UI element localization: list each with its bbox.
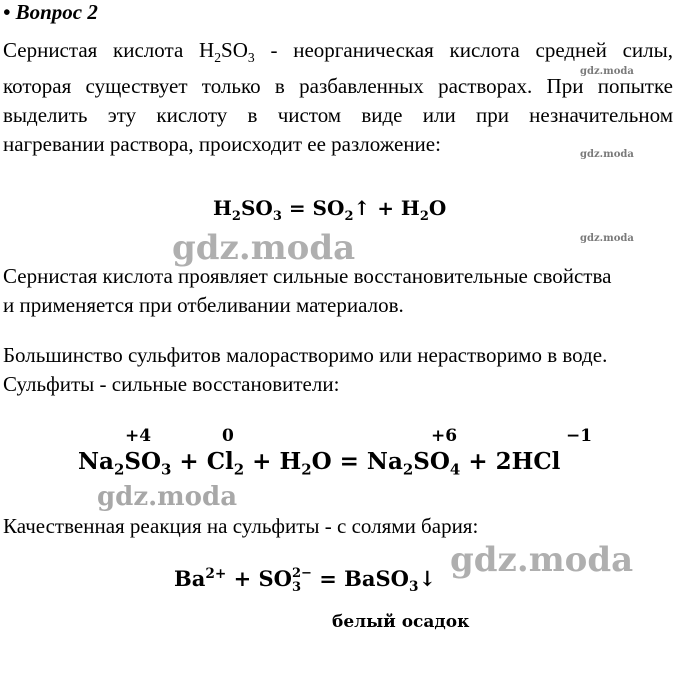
watermark-small: gdz.moda (580, 149, 634, 160)
watermark-large: gdz.moda (450, 540, 634, 580)
barium-sulfite-equation: $Ba^{2+}$ + SO 2− 3 = BaSO$_3$↓ (174, 566, 437, 596)
paragraph-sulfurous-acid-intro (3, 36, 673, 159)
oxidation-state-cl-zero: 0 (222, 426, 234, 446)
paragraph-line: Качественная реакция на сульфиты - с солями бария: (3, 514, 479, 538)
paragraph-line: Сернистая кислота проявляет сильные восстановительные свойства (3, 264, 612, 288)
paragraph-line: выделить эту кислоту в чистом виде или при незначительном (3, 103, 673, 128)
paragraph-line: нагревании раствора, происходит ее разложение: (3, 132, 441, 157)
redox-equation: $Na_2SO_3 + Cl_2 + H_2O = Na_2SO_4 + 2HCl$ (78, 448, 561, 479)
paragraph-line: Большинство сульфитов малорастворимо или нерастворимо в воде. (3, 343, 608, 367)
oxidation-state-s-plus4: +4 (125, 426, 152, 446)
paragraph-line: и применяется при отбеливании материалов. (3, 293, 404, 317)
paragraph-reducing-properties (3, 262, 673, 320)
question-heading: • Вопрос 2 (3, 0, 98, 24)
watermark-small: gdz.moda (580, 233, 634, 244)
paragraph-line: которая существует только в разбавленных растворах. При попытке (3, 74, 673, 99)
decomposition-equation: $H_2SO_3$ = $SO_2↑ + H_2O$ (213, 196, 447, 224)
precipitate-note: белый осадок (332, 612, 470, 632)
watermark-medium: gdz.moda (97, 482, 238, 512)
paragraph-barium-reaction (3, 512, 673, 541)
paragraph-line: Сульфиты - сильные восстановители: (3, 372, 340, 396)
paragraph-sulfites (3, 341, 673, 399)
watermark-small: gdz.moda (580, 66, 634, 77)
oxidation-state-s-plus6: +6 (431, 426, 458, 446)
paragraph-line: Сернистая кислота $H_2SO_3$ - неорганическая кислота средней силы, (3, 38, 673, 66)
watermark-large: gdz.moda (172, 228, 356, 268)
oxidation-state-cl-minus1: −1 (566, 426, 593, 446)
